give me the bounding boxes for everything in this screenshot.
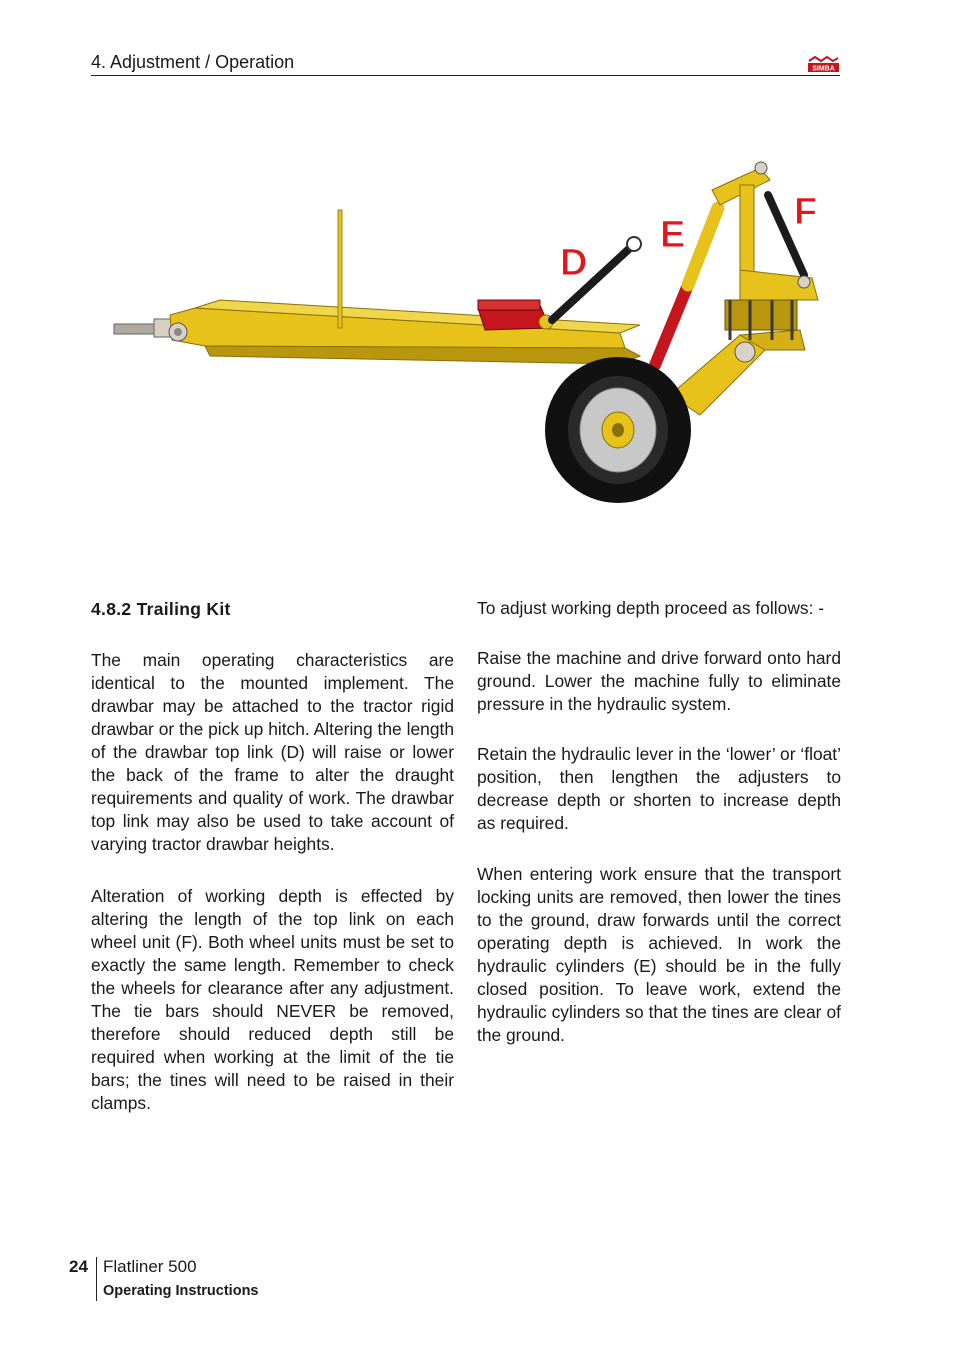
wheel-unit-mast [712, 162, 818, 340]
svg-text:SIMBA: SIMBA [812, 65, 835, 73]
right-paragraph-3: Retain the hydraulic lever in the ‘lower’ or ‘float’ position, then lengthen the adjusters to decrease depth or shorten to increase depth as required. [477, 744, 841, 833]
drawbar-bracket [478, 300, 553, 330]
drawbar-frame [169, 300, 640, 364]
label-d: D [560, 242, 588, 284]
footer-title: Flatliner 500 [103, 1257, 197, 1276]
right-paragraph-2: Raise the machine and drive forward onto hard ground. Lower the machine fully to eliminate pressure in the hydraulic system. [477, 648, 841, 714]
right-paragraph-4: When entering work ensure that the transport locking units are removed, then lower the tines to the ground, draw forwards until the correct operating depth is achieved. In work the hydraulic cylinders (E) should be in the fully closed position. To leave work, extend the hydraulic cylinders so that the tines are clear of the ground. [477, 864, 841, 1045]
label-e: E [660, 214, 686, 256]
section-heading: 4.8.2 Trailing Kit [91, 599, 231, 619]
upright-rod [338, 210, 342, 328]
label-f: F [794, 191, 818, 233]
header-divider [91, 75, 840, 76]
left-paragraph-1: The main operating characteristics are identical to the mounted implement. The drawbar may be attached to the tractor rigid drawbar or the pick up hitch. Altering the length of the drawbar top link (D) will raise or lower the back of the frame to alter the draught requirements and quality of work. The drawbar top link may also be used to take account of varying tractor drawbar heights. [91, 650, 454, 854]
trailing-kit-illustration [100, 150, 840, 520]
running-header: 4. Adjustment / Operation [91, 52, 295, 72]
simba-logo [807, 56, 840, 74]
right-paragraph-1: To adjust working depth proceed as follows: - [477, 598, 825, 618]
hitch-eye [114, 319, 174, 337]
wheel [545, 357, 691, 503]
page-number: 24 [69, 1257, 88, 1276]
left-paragraph-2: Alteration of working depth is effected by altering the length of the top link on each wheel unit (F). Both wheel units must be set to exactly the same length. Remember to check the wheels for clearance after any adjustment. The tie bars should NEVER be removed, therefore should reduced depth still be required when working at the limit of the tie bars; the tines will need to be raised in their clamps. [91, 886, 454, 1113]
footer-subtitle: Operating Instructions [103, 1283, 259, 1299]
wheel-arm [670, 330, 805, 415]
footer-divider [96, 1257, 97, 1301]
